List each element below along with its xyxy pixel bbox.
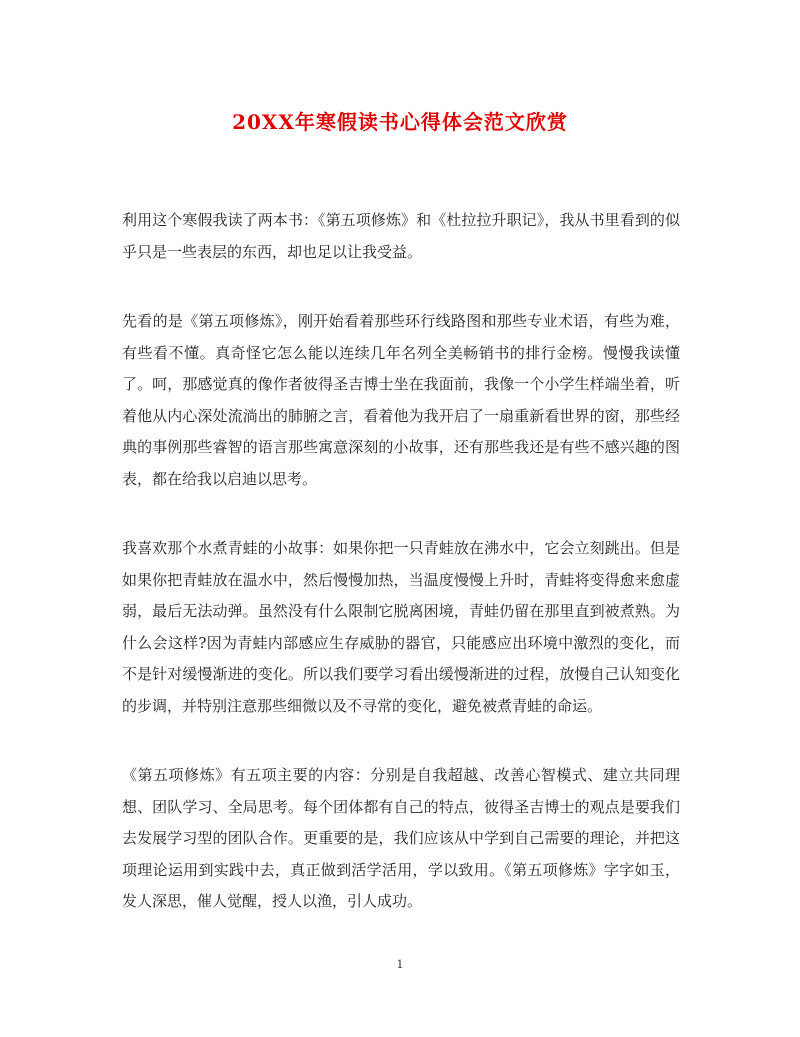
paragraph-1: 利用这个寒假我读了两本书：《第五项修炼》和《杜拉拉升职记》，我从书里看到的似乎只是一些表层的东西，却也足以让我受益。 bbox=[122, 211, 680, 261]
paragraph-4: 《第五项修炼》有五项主要的内容：分别是自我超越、改善心智模式、建立共同理想、团队学习、全局思考。每个团体都有自己的特点，彼得圣吉博士的观点是要我们去发展学习型的团队合作。更重要的是，我们应该从中学到自己需要的理论，并把这项理论运用到实践中去，真正做到活学活用，学以致用。《第五项修炼》字字如玉，发人深思，催人觉醒，授人以渔，引人成功。 bbox=[122, 766, 680, 910]
document-title: 20XX年寒假读书心得体会范文欣赏 bbox=[232, 110, 568, 134]
page-number: 1 bbox=[396, 958, 404, 971]
document-body bbox=[122, 205, 680, 956]
paragraph-2: 先看的是《第五项修炼》，刚开始看着那些环行线路图和那些专业术语，有些为难，有些看不懂。真奇怪它怎么能以连续几年名列全美畅销书的排行金榜。慢慢我读懂了。呵，那感觉真的像作者彼得圣吉博士坐在我面前，我像一个小学生样端坐着，听着他从内心深处流淌出的肺腑之言，看着他为我开启了一扇重新看世界的窗，那些经典的事例那些睿智的语言那些寓意深刻的小故事，还有那些我还是有些不感兴趣的图表，都在给我以启迪以思考。 bbox=[122, 312, 680, 488]
paragraph-3: 我喜欢那个水煮青蛙的小故事：如果你把一只青蛙放在沸水中，它会立刻跳出。但是如果你把青蛙放在温水中，然后慢慢加热，当温度慢慢上升时，青蛙将变得愈来愈虚弱，最后无法动弹。虽然没有什么限制它脱离困境，青蛙仍留在那里直到被煮熟。为什么会这样?因为青蛙内部感应生存威胁的器官，只能感应出环境中激烈的变化，而不是针对缓慢渐进的变化。所以我们要学习看出缓慢渐进的过程，放慢自己认知变化的步调，并特别注意那些细微以及不寻常的变化，避免被煮青蛙的命运。 bbox=[122, 539, 680, 715]
